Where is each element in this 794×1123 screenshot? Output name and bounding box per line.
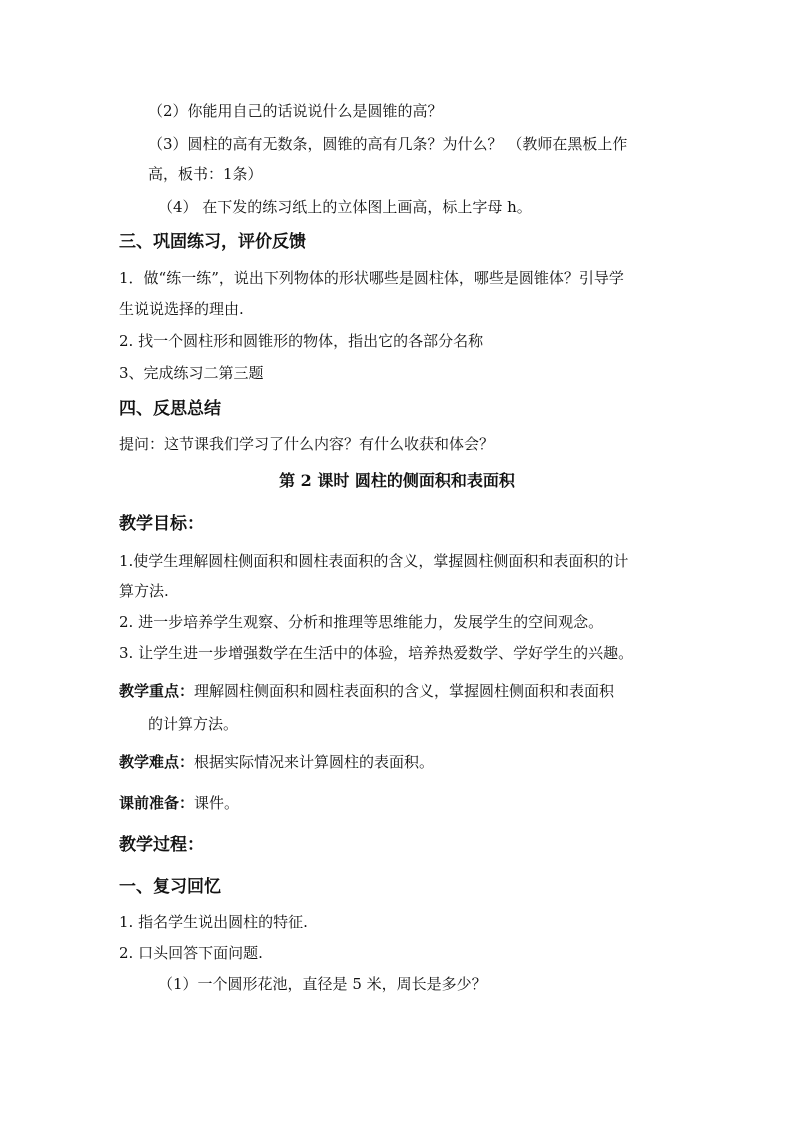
exercise-3: 3、完成练习二第三题: [119, 364, 264, 382]
lesson-title: 第 2 课时 圆柱的侧面积和表面积: [279, 471, 515, 490]
question-3-line-2: 高，板书：1条）: [148, 165, 263, 183]
summary-question: 提问：这节课我们学习了什么内容？有什么收获和体会？: [119, 435, 495, 453]
goal-2: 2. 进一步培养学生观察、分析和推理等思维能力，发展学生的空间观念。: [119, 613, 604, 631]
preparation-text: 课件。: [194, 794, 240, 812]
review-2: 2. 口头回答下面问题.: [119, 944, 263, 962]
exercise-2: 2. 找一个圆柱形和圆锥形的物体，指出它的各部分名称: [119, 332, 484, 350]
review-2-question-1: （1）一个圆形花池，直径是 5 米，周长是多少？: [158, 975, 487, 993]
review-1: 1. 指名学生说出圆柱的特征.: [119, 913, 308, 931]
goals-heading: 教学目标：: [119, 514, 204, 534]
review-heading: 一、复习回忆: [119, 877, 221, 897]
key-point: [119, 681, 679, 701]
question-3-line-1: （3）圆柱的高有无数条，圆锥的高有几条？为什么？ （教师在黑板上作: [148, 135, 628, 153]
preparation: [119, 793, 679, 813]
difficulty: [119, 752, 679, 772]
question-2: （2）你能用自己的话说说什么是圆锥的高？: [148, 102, 443, 120]
goal-1-line-1: 1.使学生理解圆柱侧面积和圆柱表面积的含义，掌握圆柱侧面积和表面积的计: [119, 552, 629, 570]
exercise-1-line-2: 生说说选择的理由.: [119, 300, 244, 318]
exercise-1-line-1: 1．做“练一练”，说出下列物体的形状哪些是圆柱体，哪些是圆锥体？引导学: [119, 269, 624, 287]
key-point-text: 理解圆柱侧面积和圆柱表面积的含义，掌握圆柱侧面积和表面积: [194, 682, 615, 700]
difficulty-label: 教学难点：: [119, 753, 195, 771]
difficulty-text: 根据实际情况来计算圆柱的表面积。: [194, 753, 435, 771]
preparation-label: 课前准备：: [119, 794, 195, 812]
goal-3: 3. 让学生进一步增强数学在生活中的体验，培养热爱数学、学好学生的兴趣。: [119, 644, 634, 662]
section-4-heading: 四、反思总结: [119, 399, 221, 419]
question-4: （4） 在下发的练习纸上的立体图上画高，标上字母 h。: [158, 198, 532, 216]
goal-1-line-2: 算方法.: [119, 582, 169, 600]
section-3-heading: 三、巩固练习，评价反馈: [119, 232, 306, 252]
key-point-line-2: 的计算方法。: [148, 715, 239, 733]
key-point-label: 教学重点：: [119, 682, 195, 700]
process-heading: 教学过程：: [119, 835, 204, 855]
